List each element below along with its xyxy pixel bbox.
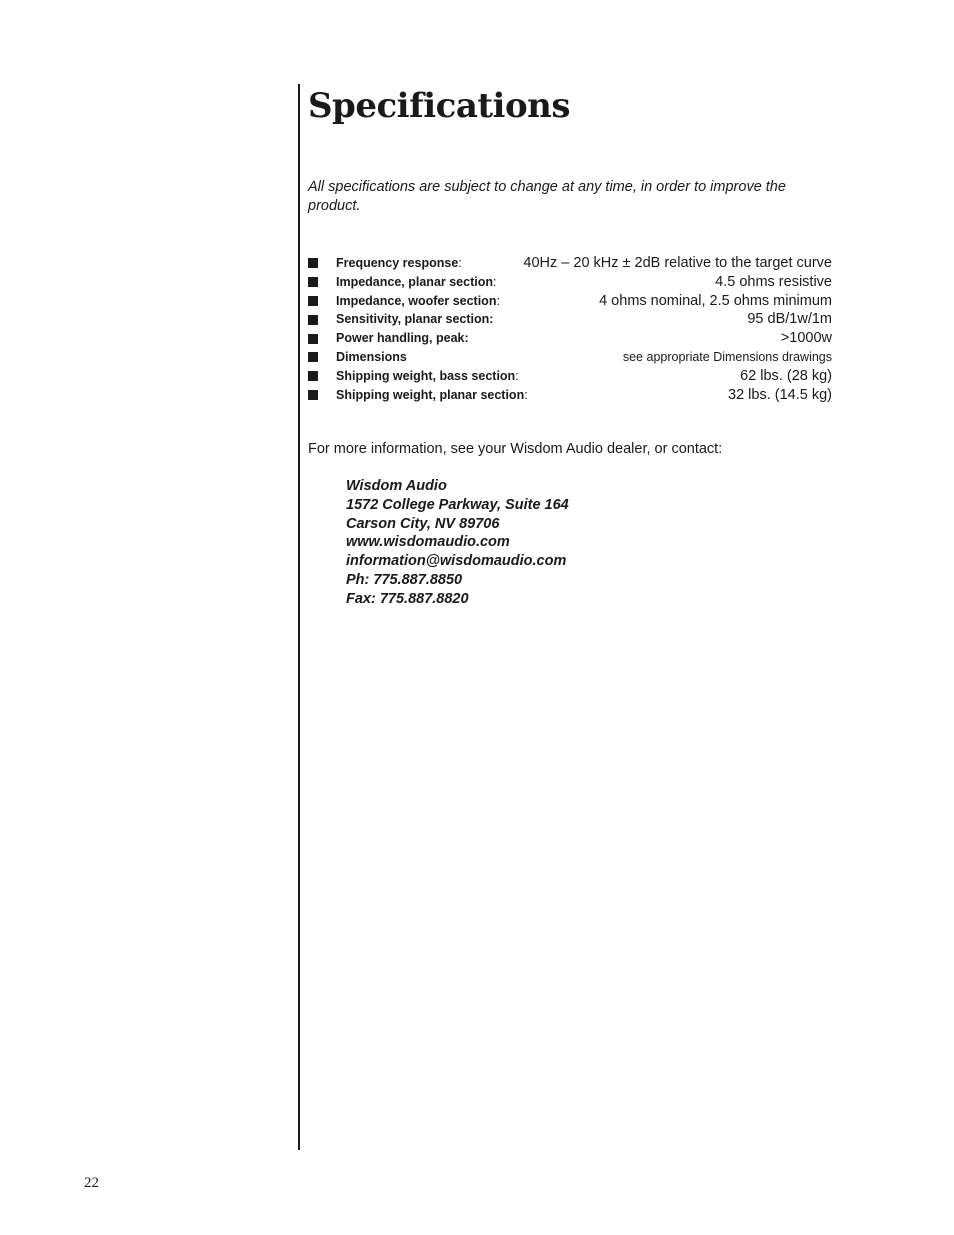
spec-row-dimensions (308, 348, 832, 367)
vertical-margin-rule (298, 84, 300, 1150)
phone-number: Ph: 775.887.8850 (346, 571, 463, 588)
spec-label: Shipping weight, planar section (336, 387, 525, 402)
spec-value: 32 lbs. (14.5 kg) (728, 386, 832, 403)
spec-list (308, 254, 832, 404)
spec-colon: : (515, 368, 519, 383)
spec-row-sensitivity-planar (308, 310, 832, 329)
spec-value: see appropriate Dimensions drawings (622, 349, 832, 364)
spec-value: >1000w (780, 330, 832, 347)
square-bullet-icon (308, 334, 318, 344)
square-bullet-icon (308, 258, 318, 268)
fax-number: Fax: 775.887.8820 (346, 590, 469, 607)
spec-row-impedance-woofer (308, 292, 832, 311)
square-bullet-icon (308, 390, 318, 400)
contact-address-block (346, 477, 569, 609)
disclaimer-text: All specifications are subject to change at any time, in order to improve the product. (308, 179, 786, 214)
spec-label: Frequency response (336, 256, 459, 270)
spec-label: Dimensions (336, 349, 407, 364)
square-bullet-icon (308, 315, 318, 325)
website-link[interactable]: www.wisdomaudio.com (346, 534, 510, 551)
square-bullet-icon (308, 296, 318, 306)
spec-colon: : (496, 293, 500, 308)
spec-colon: : (458, 256, 462, 270)
spec-value: 95 dB/1w/1m (747, 311, 832, 328)
spec-row-impedance-planar (308, 273, 832, 292)
spec-value: 4 ohms nominal, 2.5 ohms minimum (599, 292, 832, 309)
spec-value: 40Hz – 20 kHz ± 2dB relative to the target curve (523, 255, 832, 271)
spec-label: Impedance, planar section (336, 274, 493, 289)
spec-label: Sensitivity, planar section: (336, 312, 494, 327)
contact-intro: For more information, see your Wisdom Audio dealer, or contact: (308, 441, 723, 457)
spec-row-shipping-weight-planar (308, 386, 832, 405)
page-number: 22 (84, 1175, 99, 1191)
spec-label: Impedance, woofer section (336, 293, 497, 308)
spec-row-shipping-weight-bass (308, 367, 832, 386)
spec-colon: : (524, 387, 528, 402)
street-address: 1572 College Parkway, Suite 164 (346, 496, 569, 513)
city-state-zip: Carson City, NV 89706 (346, 515, 500, 532)
spec-value: 62 lbs. (28 kg) (740, 367, 832, 384)
square-bullet-icon (308, 352, 318, 362)
company-name: Wisdom Audio (346, 478, 447, 494)
spec-colon: : (493, 274, 497, 289)
email-link[interactable]: information@wisdomaudio.com (346, 553, 567, 570)
spec-label: Power handling, peak: (336, 331, 469, 346)
spec-row-frequency-response (308, 254, 832, 273)
spec-row-power-handling (308, 329, 832, 348)
square-bullet-icon (308, 277, 318, 287)
spec-value: 4.5 ohms resistive (715, 273, 832, 290)
square-bullet-icon (308, 371, 318, 381)
page-title: Specifications (308, 86, 571, 126)
spec-label: Shipping weight, bass section (336, 368, 516, 383)
